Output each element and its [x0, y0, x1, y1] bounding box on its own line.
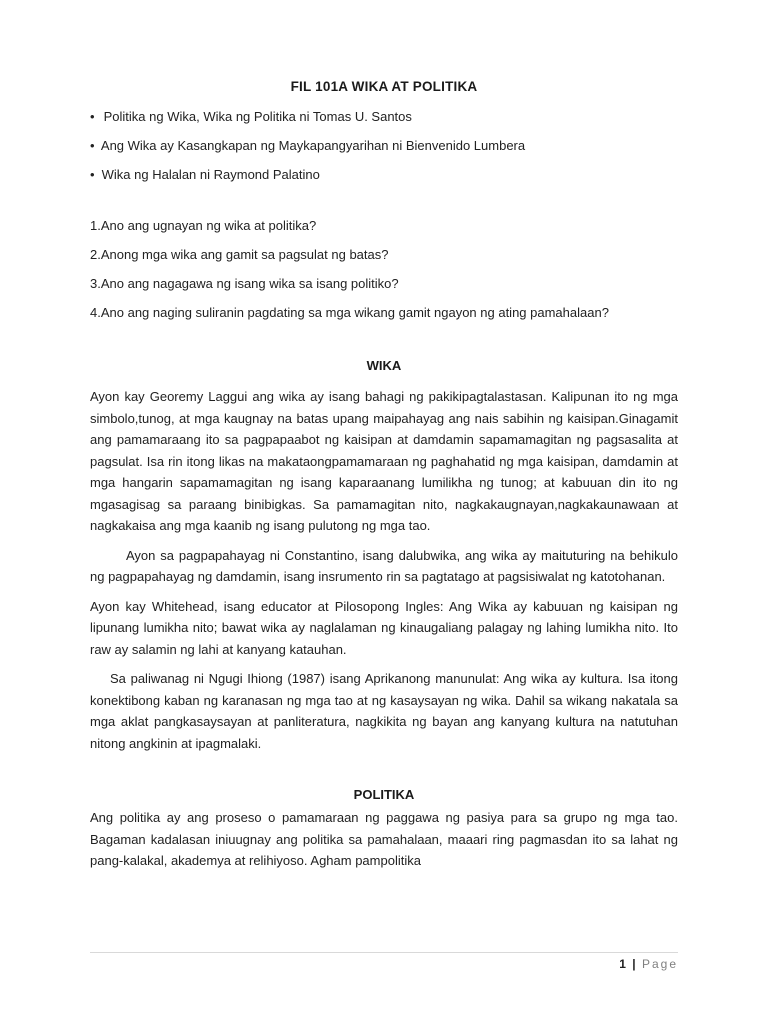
page-label: Page	[641, 957, 678, 971]
question-item: 4.Ano ang naging suliranin pagdating sa mga wikang gamit ngayon ng ating pamahalaan?	[90, 305, 609, 320]
question-item: 3.Ano ang nagagawa ng isang wika sa isang politiko?	[90, 276, 399, 291]
document-title: FIL 101A WIKA AT POLITIKA	[290, 79, 478, 94]
question-item: 2.Anong mga wika ang gamit sa pagsulat ng batas?	[90, 247, 389, 262]
wika-paragraph: Ayon kay Georemy Laggui ang wika ay isang bahagi ng pakikipagtalastasan. Kalipunan ito ng mga simbolo,tunog, at mga kaugnay na batas upang maipahayag ang nais sabihin ng kaisipan.Ginagamit ang pamamaraang ito sa pagpapaabot ng kaisipan at damdamin sapamamagitan ng pagsasalita at pagsulat. Isa rin itong likas na makataongpamamaraan ng paghahatid ng mga kaisipan, damdamin at mga hangarin sapamamagitan ng isang kaparaanang lumilikha ng tunog; at kabuuan din ito ng mgasagisag sa paraang binibigkas. Sa pamamagitan nito, nagkakaugnayan,nagkakaunawaan at nagkakaisa ang mga kaanib ng isang pulutong ng mga tao.	[90, 389, 678, 533]
bullet-icon: •	[90, 109, 95, 124]
bullet-icon: •	[90, 138, 95, 153]
reference-item	[90, 108, 678, 125]
bullet-icon: •	[90, 167, 95, 182]
footer-divider	[90, 952, 678, 953]
reference-text: Politika ng Wika, Wika ng Politika ni Tomas U. Santos	[103, 109, 412, 124]
page-content	[90, 78, 678, 880]
page-number: 1	[619, 957, 626, 971]
section-heading-wika: WIKA	[366, 358, 402, 373]
reference-item	[90, 166, 678, 183]
reference-item	[90, 137, 678, 154]
section-heading-politika: POLITIKA	[353, 787, 415, 802]
page-footer	[619, 956, 678, 972]
question-item: 1.Ano ang ugnayan ng wika at politika?	[90, 218, 317, 233]
politika-paragraph: Ang politika ay ang proseso o pamamaraan ng paggawa ng pasiya para sa grupo ng mga tao. Bagaman kadalasan iniuugnay ang politika sa pamahalaan, maaari ring pagmasdan ito sa lahat ng pang-kalakal, akademya at relihiyoso. Agham pampolitika	[90, 810, 678, 868]
footer-separator: |	[632, 957, 636, 971]
reference-list	[90, 108, 678, 183]
wika-paragraph: Sa paliwanag ni Ngugi Ihiong (1987) isang Aprikanong manunulat: Ang wika ay kultura. Isa itong konektibong kaban ng karanasan ng mga tao at ng kasaysayan ng wika. Dahil sa wikang nakatala sa mga aklat pangkasaysayan at panliteratura, nagkikita ng bayan ang kanyang kultura na natutuhan nitong angkinin at ipagmalaki.	[90, 671, 678, 751]
wika-paragraph: Ayon kay Whitehead, isang educator at Pilosopong Ingles: Ang Wika ay kabuuan ng kaisipan ng lipunang lumikha nito; bawat wika ay naglalaman ng kinaugaliang palagay ng lahing lumikha nito. Ito raw ay salamin ng lahi at kanyang katauhan.	[90, 598, 678, 657]
reference-text: Ang Wika ay Kasangkapan ng Maykapangyarihan ni Bienvenido Lumbera	[100, 138, 526, 153]
reference-text: Wika ng Halalan ni Raymond Palatino	[101, 167, 320, 182]
wika-paragraph: Ayon sa pagpapahayag ni Constantino, isang dalubwika, ang wika ay maituturing na behikulo ng pagpapahayag ng damdamin, isang insrumento rin sa pagtatago at pagsisiwalat ng katotohanan.	[90, 547, 678, 584]
question-list	[90, 217, 678, 321]
